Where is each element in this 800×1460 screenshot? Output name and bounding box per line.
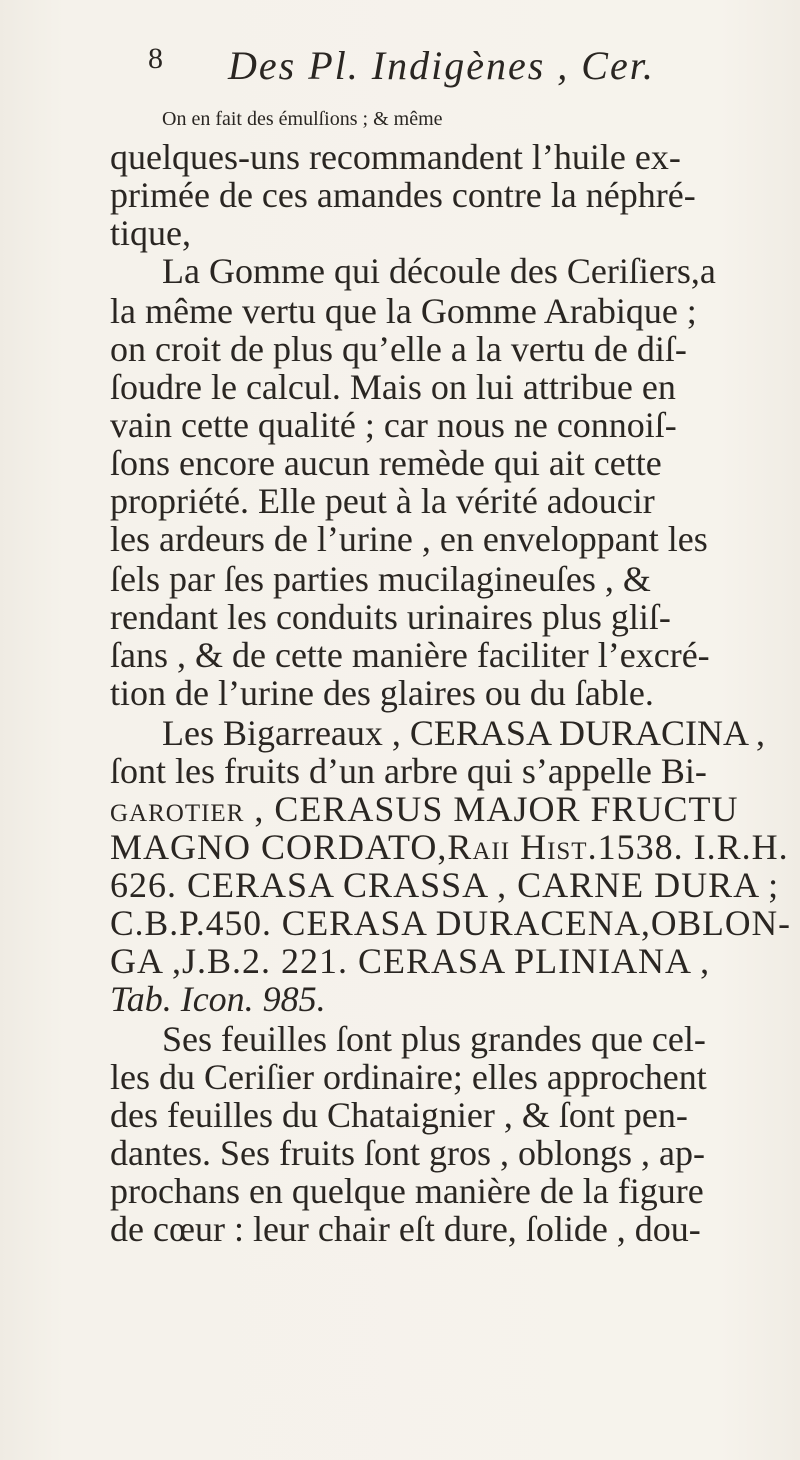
text-line: primée de ces amandes contre la néphré- xyxy=(110,175,696,215)
text-line: C.B.P.450. CERASA DURACENA,OBLON- xyxy=(110,903,791,943)
text-line: des feuilles du Chataignier , & ſont pen- xyxy=(110,1095,688,1135)
running-title: Des Pl. Indigènes , Cer. xyxy=(228,43,655,88)
text-line: Tab. Icon. 985. xyxy=(110,979,326,1019)
text-line: ſont les fruits d’un arbre qui s’appelle Bi- xyxy=(110,751,707,791)
text-line: la même vertu que la Gomme Arabique ; xyxy=(110,291,697,331)
text-line: les du Ceriſier ordinaire; elles approchent xyxy=(110,1057,707,1097)
text-line: les ardeurs de l’urine , en enveloppant les xyxy=(110,519,708,559)
text-line: On en fait des émulſions ; & même xyxy=(162,108,443,130)
text-line: GA ,J.B.2. 221. CERASA PLINIANA , xyxy=(110,941,711,981)
text-line: vain cette qualité ; car nous ne connoiſ- xyxy=(110,405,677,445)
text-line: Les Bigarreaux , CERASA DURACINA , xyxy=(162,713,765,753)
text-line: ſans , & de cette manière faciliter l’excré- xyxy=(110,635,710,675)
text-line: on croit de plus qu’elle a la vertu de diſ- xyxy=(110,329,687,369)
text-line: de cœur : leur chair eſt dure, ſolide , dou- xyxy=(110,1209,701,1249)
text-line: dantes. Ses fruits ſont gros , oblongs , ap- xyxy=(110,1133,705,1173)
text-line: ſons encore aucun remède qui ait cette xyxy=(110,443,662,483)
running-header xyxy=(0,40,800,96)
text-line: garotier , CERASUS MAJOR FRUCTU xyxy=(110,789,739,829)
page-number: 8 xyxy=(148,42,165,75)
text-line: ſoudre le calcul. Mais on lui attribue en xyxy=(110,367,676,407)
text-line: quelques-uns recommandent l’huile ex- xyxy=(110,137,681,177)
text-line: Ses feuilles ſont plus grandes que cel- xyxy=(162,1019,706,1059)
text-line: tique, xyxy=(110,213,191,253)
text-line: prochans en quelque manière de la figure xyxy=(110,1171,704,1211)
text-line: 626. CERASA CRASSA , CARNE DURA ; xyxy=(110,865,780,905)
text-line: rendant les conduits urinaires plus gliſ- xyxy=(110,597,671,637)
text-line: tion de l’urine des glaires ou du ſable. xyxy=(110,673,654,713)
text-line: propriété. Elle peut à la vérité adoucir xyxy=(110,481,655,521)
text-line: MAGNO CORDATO,Raii Hiſt.1538. I.R.H. xyxy=(110,827,789,867)
text-line: La Gomme qui découle des Ceriſiers,a xyxy=(162,251,716,291)
text-line: ſels par ſes parties mucilagineuſes , & xyxy=(110,559,651,599)
